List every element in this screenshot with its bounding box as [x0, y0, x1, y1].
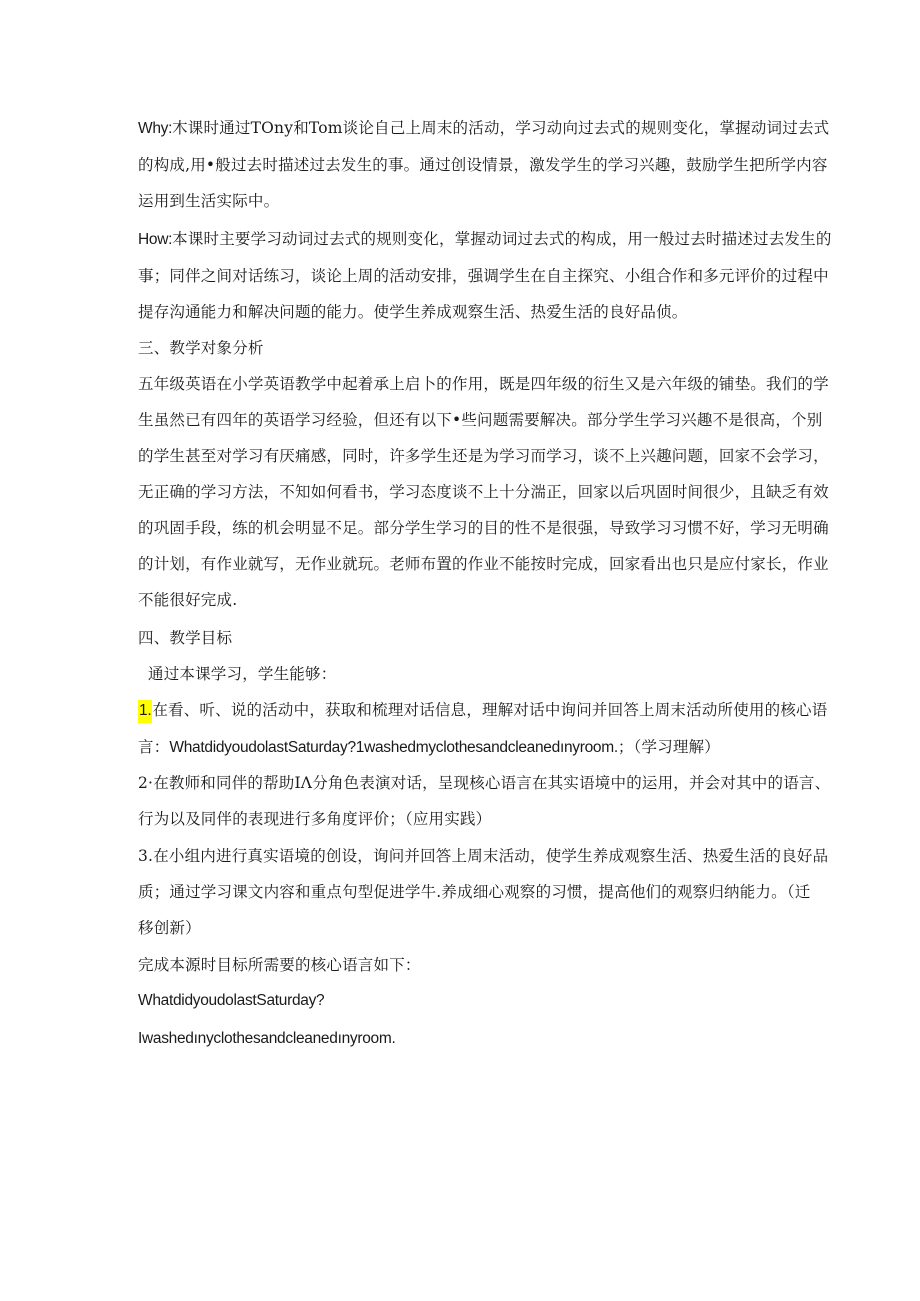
goal-1-line-1: 1.在看、听、说的活动中，获取和梳理对话信息，理解对话中询问并回答上周末活动所使用的核心语 [138, 692, 883, 729]
section-4-heading: 四、教学目标 [138, 629, 233, 647]
how-paragraph [138, 221, 883, 330]
goal-3-line-1: 3.在小组内进行真实语境的创设，询问并回答上周末活动，使学生养成观察生活、热爱生活的良好品 [138, 847, 829, 865]
how-label: How: [138, 231, 173, 248]
section-3-line-3: 的学生甚至对学习有厌痛感，同时，许多学生还是为学习而学习，谈不上兴趣问题，回家不会学习， [138, 447, 829, 465]
goal-1-core-sentence: WhatdidyoudolastSaturday?1washedmyclothesandcleanedınyroom. [169, 739, 618, 756]
goal-3 [138, 838, 883, 946]
goal-1-number-highlight: 1. [138, 700, 152, 723]
section-3-line-4: 无正确的学习方法，不知如何看书，学习态度谈不上十分湍正，回家以后巩固时间很少，且缺乏有效 [138, 483, 829, 501]
goal-1-line-2: 言：WhatdidyoudolastSaturday?1washedmyclothesandcleanedınyroom.；（学习理解） [138, 738, 721, 756]
why-label: Why: [138, 120, 173, 137]
why-line-2: 的构成,用•般过去时描述过去发生的事。通过创设情景，激发学生的学习兴趣，鼓励学生把所学内容 [138, 156, 828, 174]
goal-1 [138, 692, 883, 766]
how-line-2: 事；同伴之间对话练习，谈论上周的活动安排，强调学生在自主探究、小组合作和多元评价的过程中 [138, 267, 829, 285]
section-3-line-2: 生虽然已有四年的英语学习经验，但还有以下•些问题需要解决。部分学生学习兴趣不是很高，个别 [138, 411, 823, 429]
goal-2-line-2: 行为以及同伴的表现进行多角度评价；（应用实践） [138, 810, 492, 828]
why-paragraph [138, 110, 883, 219]
goals-intro: 通过本课学习，学生能够： [148, 665, 337, 683]
goal-3-line-3: 移创新） [138, 919, 201, 937]
how-line-1: How:本课时主要学习动词过去式的规则变化，掌握动词过去式的构成，用一般过去时描述过去发生的 [138, 230, 832, 248]
why-line-3: 运用到生活实际中。 [138, 192, 280, 210]
section-3-line-1: 五年级英语在小学英语教学中起着承上启卜的作用，既是四年级的衍生又是六年级的铺垫。我们的学 [138, 375, 829, 393]
how-line-3: 提存沟通能力和解决问题的能力。使学生养成观察生活、热爱生活的良好品侦。 [138, 303, 688, 321]
goal-2-line-1: 2·在教师和同伴的帮助IΛ分角色表演对话，呈现核心语言在其实语境中的运用，并会对其中的语言、 [138, 774, 831, 792]
core-sentence-1: WhatdidyoudolastSaturday? [138, 992, 325, 1009]
core-sentence-2: Iwashedınyclothesandcleanedınyroom. [138, 1030, 396, 1047]
section-3-heading: 三、教学对象分析 [138, 339, 264, 357]
why-line-1: Why:木课时通过TOny和Tom谈论自己上周末的活动，学习动向过去式的规则变化，掌握动词过去式 [138, 119, 830, 137]
goal-3-line-2: 质；通过学习课文内容和重点句型促进学牛.养成细心观察的习惯，提高他们的观察归纳能力。（迁 [138, 883, 811, 901]
section-3-line-7: 不能很好完成. [138, 591, 238, 609]
core-language-intro: 完成本源时目标所需要的核心语言如下： [138, 956, 421, 974]
goal-2 [138, 765, 883, 837]
section-3-line-5: 的巩固手段，练的机会明显不足。部分学生学习的目的性不是很强，导致学习习惯不好，学习无明确 [138, 519, 829, 537]
section-3-line-6: 的计划，有作业就写，无作业就玩。老师布置的作业不能按时完成，回家看出也只是应付家长，作业 [138, 555, 829, 573]
section-3-paragraph [138, 366, 883, 618]
